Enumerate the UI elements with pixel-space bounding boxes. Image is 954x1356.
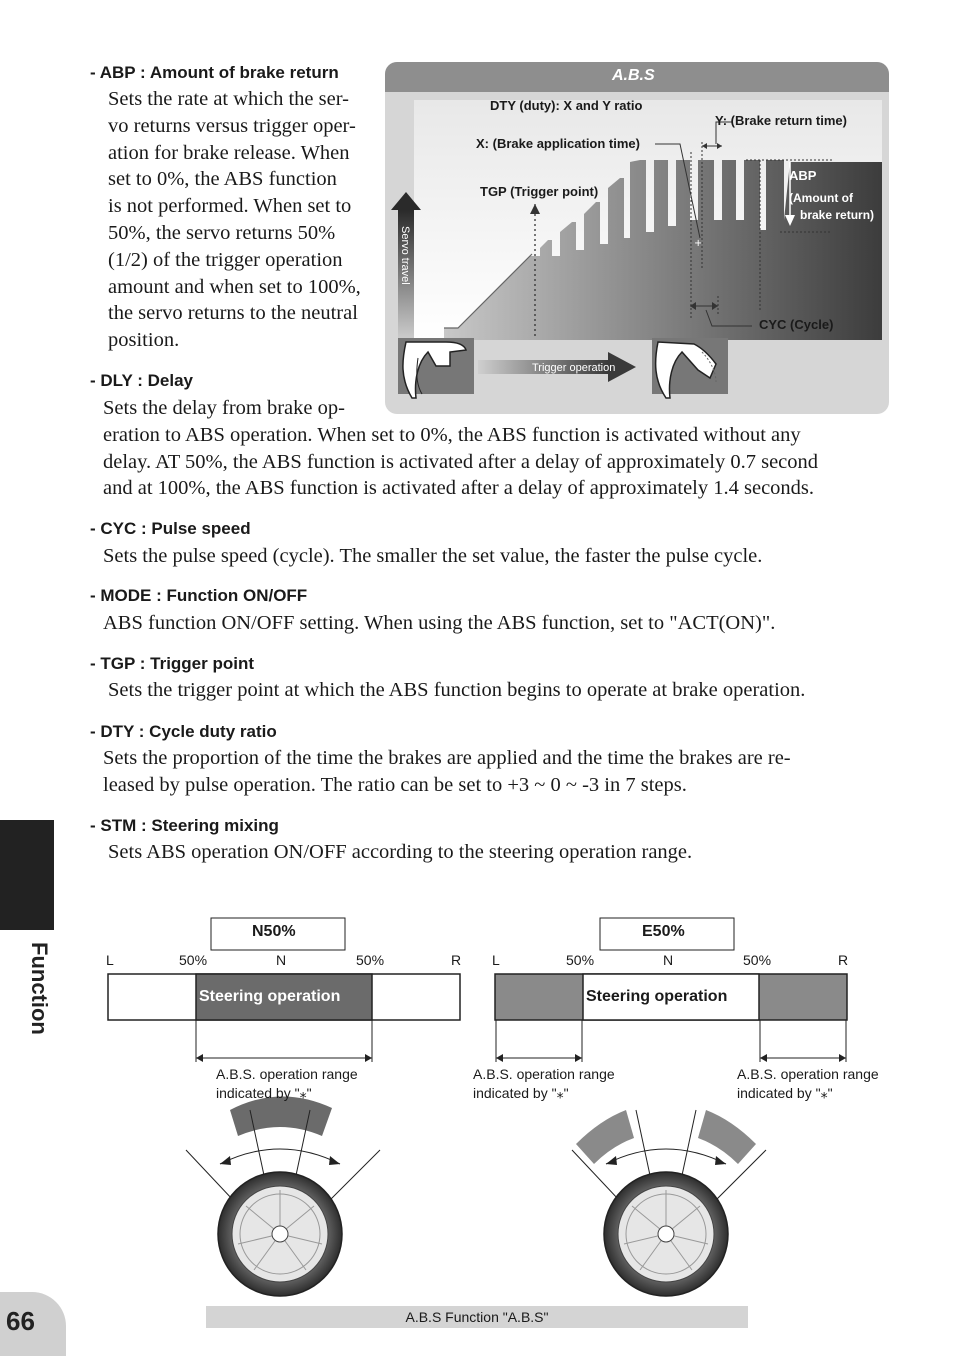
y-label: Y: (Brake return time)	[715, 113, 847, 128]
abp-line: position.	[108, 329, 180, 352]
abp-heading: - ABP : Amount of brake return	[90, 63, 339, 82]
n50-tick-r: R	[451, 952, 462, 968]
e50-tick-n: N	[663, 952, 674, 968]
cyc-body: Sets the pulse speed (cycle). The smaller the set value, the faster the pulse cycle.	[103, 545, 763, 567]
abp-sub2: brake return)	[800, 208, 875, 222]
tgp-body: Sets the trigger point at which the ABS function begins to operate at brake operation.	[108, 679, 806, 701]
abp-line: the servo returns to the neutral	[108, 302, 358, 325]
e50-note-left-line2: indicated by "⁎"	[473, 1085, 569, 1101]
e50-note-right-line1: A.B.S. operation range	[737, 1066, 879, 1082]
stm-body: Sets ABS operation ON/OFF according to the steering operation range.	[108, 841, 693, 863]
n50-tick-n: N	[276, 952, 287, 968]
abp-line: 50%, the servo returns 50%	[108, 221, 336, 244]
e50-tick-l: L	[492, 952, 500, 968]
abp-sub1: (Amount of	[789, 191, 853, 205]
abp-line: is not performed. When set to	[108, 195, 352, 218]
dty-body	[103, 745, 883, 799]
dly-line: eration to ABS operation. When set to 0%, the ABS function is activated without any	[103, 423, 801, 446]
abp-line: Sets the rate at which the ser-	[108, 88, 349, 110]
n50-mode-label: N50%	[252, 923, 296, 940]
cyc-heading: - CYC : Pulse speed	[90, 519, 251, 538]
dly-heading: - DLY : Delay	[90, 371, 193, 390]
dty-line: leased by pulse operation. The ratio can be set to +3 ~ 0 ~ -3 in 7 steps.	[103, 773, 687, 796]
cyc-label: CYC (Cycle)	[759, 317, 834, 332]
e50-wheel-icon	[572, 1110, 766, 1296]
dly-line: and at 100%, the ABS function is activated after a delay of approximately 1.4 seconds.	[103, 477, 815, 500]
dty-label: DTY (duty): X and Y ratio	[490, 98, 643, 113]
trigger-released-icon	[398, 338, 474, 398]
abp-line: (1/2) of the trigger operation	[108, 248, 343, 271]
abp-label: ABP	[789, 168, 817, 183]
svg-text:+: +	[694, 238, 703, 249]
e50-tick-50-right: 50%	[743, 952, 772, 968]
n50-wheel-icon	[186, 1096, 380, 1296]
page-number-tab	[0, 1292, 66, 1356]
stm-heading: - STM : Steering mixing	[90, 816, 279, 835]
e50-bar-label: Steering operation	[586, 988, 728, 1005]
mode-body: ABS function ON/OFF setting. When using the ABS function, set to "ACT(ON)".	[103, 612, 776, 634]
mode-heading: - MODE : Function ON/OFF	[90, 586, 308, 605]
n50-tick-l: L	[106, 952, 114, 968]
e50-note-left-line1: A.B.S. operation range	[473, 1066, 615, 1082]
steering-diagrams	[100, 914, 900, 1299]
tgp-heading: - TGP : Trigger point	[90, 654, 255, 673]
servo-travel-label: Servo travel	[399, 226, 411, 285]
e50-tick-50-left: 50%	[566, 952, 595, 968]
n50-tick-50-right: 50%	[356, 952, 385, 968]
dly-line: delay. AT 50%, the ABS function is activated after a delay of approximately 0.7 second	[103, 450, 819, 473]
page-number: 66	[6, 1306, 35, 1336]
abp-line: set to 0%, the ABS function	[108, 168, 337, 191]
abp-body	[108, 86, 374, 354]
dty-heading: - DTY : Cycle duty ratio	[90, 722, 277, 741]
n50-bar-label: Steering operation	[199, 988, 341, 1005]
section-side-tab	[0, 820, 54, 930]
e50-note-right-line2: indicated by "⁎"	[737, 1085, 833, 1101]
x-label: X: (Brake application time)	[476, 136, 640, 151]
abp-line: ation for brake release. When	[108, 141, 350, 164]
page-footer: A.B.S Function "A.B.S"	[206, 1306, 748, 1328]
trigger-operation-label: Trigger operation	[532, 362, 616, 374]
n50-note-line1: A.B.S. operation range	[216, 1066, 358, 1082]
dly-line: Sets the delay from brake op-	[103, 397, 345, 419]
abs-diagram-title: A.B.S	[612, 67, 655, 84]
abp-line: amount and when set to 100%,	[108, 275, 361, 298]
n50-note-line2: indicated by "⁎"	[216, 1085, 312, 1101]
trigger-pulled-icon	[652, 338, 728, 398]
abp-line: vo returns versus trigger oper-	[108, 114, 356, 137]
section-side-label: Function	[27, 942, 52, 1035]
n50-tick-50-left: 50%	[179, 952, 208, 968]
dty-line: Sets the proportion of the time the brakes are applied and the time the brakes are re-	[103, 747, 791, 769]
e50-tick-r: R	[838, 952, 849, 968]
tgp-label: TGP (Trigger point)	[480, 184, 599, 199]
e50-mode-label: E50%	[642, 923, 685, 940]
